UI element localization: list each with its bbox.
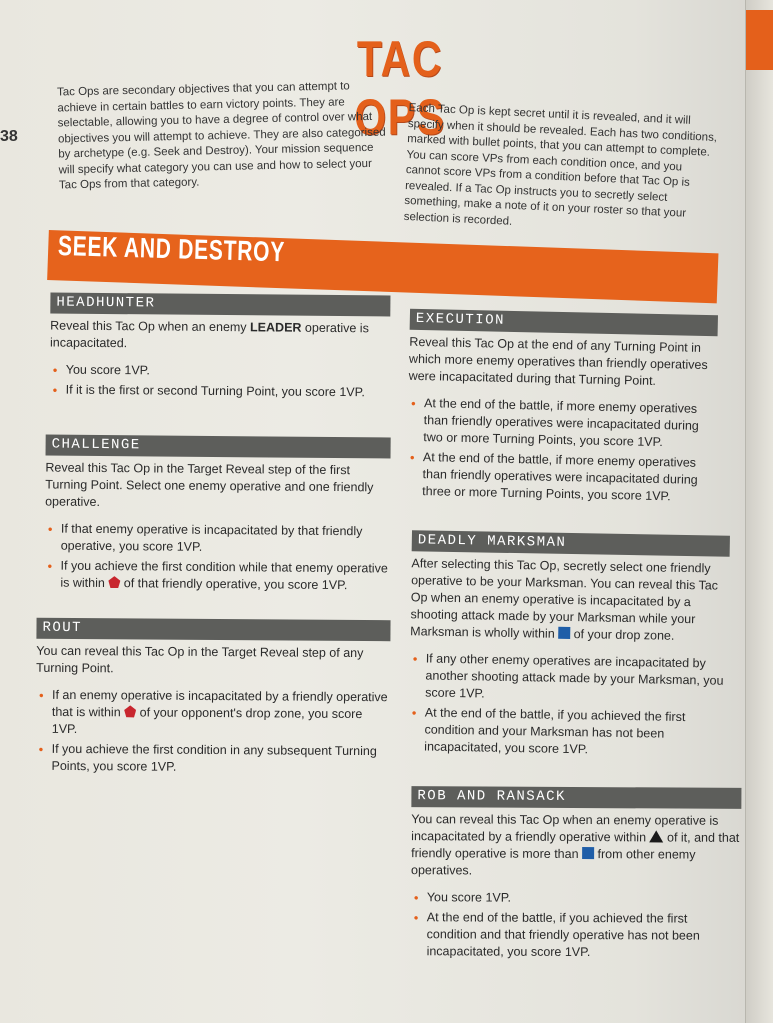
intro-right: Each Tac Op is kept secret until it is revealed, and it will specify when it should be revealed. Each has two conditions, marked with bullet points, that you can attempt to complete. You can score VPs from each condition once, and you cannot score VPs from a condition before that Tac Op is revealed. If a Tac Op instructs you to secretly select something, make a note of it on your roster so that your selection is recorded. [403, 102, 718, 228]
reveal-condition: Reveal this Tac Op in the Target Reveal step of the first Turning Point. Select one enemy operative and one friendly operative. [45, 460, 374, 509]
list-item: • If you achieve the first condition in any subsequent Turning Points, you score 1VP. [51, 741, 389, 777]
list-item: • If an enemy operative is incapacitated by a friendly operative that is within of your opponent's drop zone, you score 1VP. [52, 687, 390, 740]
list-item: • If it is the first or second Turning Point, you score 1VP. [66, 382, 390, 402]
tac-op-rob-and-ransack [411, 786, 742, 965]
list-item: • At the end of the battle, if more enemy operatives than friendly operatives were incapacitated during three or more Turning Points, you score 1VP. [422, 449, 715, 506]
page-title: TAC OPS [354, 31, 446, 145]
reveal-condition: Reveal this Tac Op at the end of any Turning Point in which more enemy operatives than friendly operatives were incapacitated during that Turning Point. [408, 334, 708, 388]
triangle-range-icon [650, 830, 664, 842]
reveal-condition: Reveal this Tac Op when an enemy LEADER operative is incapacitated. [49, 318, 369, 351]
reveal-condition: After selecting this Tac Op, secretly select one friendly operative to be your Marksman. You can reveal this Tac Op when an enemy operative is incapacitated by a shooting attack made by your Marksman while your Marksman is wholly within of your drop zone. [410, 556, 719, 643]
tac-op-execution [406, 309, 718, 509]
list-item: • You score 1VP. [66, 362, 390, 382]
adjacent-page-edge [745, 0, 773, 1023]
list-item: • If any other enemy operatives are incapacitated by another shooting attack made by your Marksman, you score 1VP. [425, 651, 728, 707]
pentagon-range-icon [124, 705, 136, 717]
tac-op-deadly-marksman [408, 530, 730, 764]
tac-op-rout [35, 618, 390, 780]
pentagon-range-icon [108, 576, 120, 588]
tac-op-name: DEADLY MARKSMAN [412, 530, 730, 557]
list-item: • If you achieve the first condition while that enemy operative is within of that friendly operative, you score 1VP. [60, 558, 389, 595]
tac-op-name: ROB AND RANSACK [411, 786, 741, 809]
tac-op-challenge [44, 434, 390, 597]
section-title: SEEK AND DESTROY [57, 230, 286, 268]
tac-op-headhunter [50, 293, 391, 405]
list-item: • At the end of the battle, if you achieved the first condition and your Marksman has not been incapacitated, you score 1VP. [424, 704, 727, 760]
list-item: • At the end of the battle, if you achieved the first condition and that friendly operative has not been incapacitated, you score 1VP. [427, 909, 741, 962]
square-range-icon [582, 847, 594, 859]
reveal-condition: You can reveal this Tac Op when an enemy operative is incapacitated by a friendly operative within of it, and that friendly operative is more than from other enemy operatives. [410, 812, 740, 878]
list-item: • At the end of the battle, if more enemy operatives than friendly operatives were incapacitated during two or more Turning Points, you score 1VP. [423, 395, 716, 452]
square-range-icon [558, 627, 570, 639]
intro-left: Tac Ops are secondary objectives that you can attempt to achieve in certain battles to earn victory points. They are selectable, allowing you to have a degree of control over what objectives you will attempt to achieve. They are also categorised by archetype (e.g. Seek and Destroy). Your mission sequence will specify what category you can use and how to select your Tac Ops from that category. [56, 80, 386, 192]
tac-op-name: ROUT [36, 618, 390, 641]
list-item: • If that enemy operative is incapacitated by that friendly operative, you score 1VP. [61, 521, 390, 558]
tac-op-name: CHALLENGE [46, 434, 391, 458]
page-number: 38 [0, 128, 18, 145]
list-item: • You score 1VP. [427, 889, 741, 908]
reveal-condition: You can reveal this Tac Op in the Target Reveal step of any Turning Point. [36, 643, 364, 676]
tac-op-name: HEADHUNTER [50, 293, 390, 317]
tac-op-name: EXECUTION [410, 309, 718, 336]
adjacent-page-tab [746, 10, 773, 70]
